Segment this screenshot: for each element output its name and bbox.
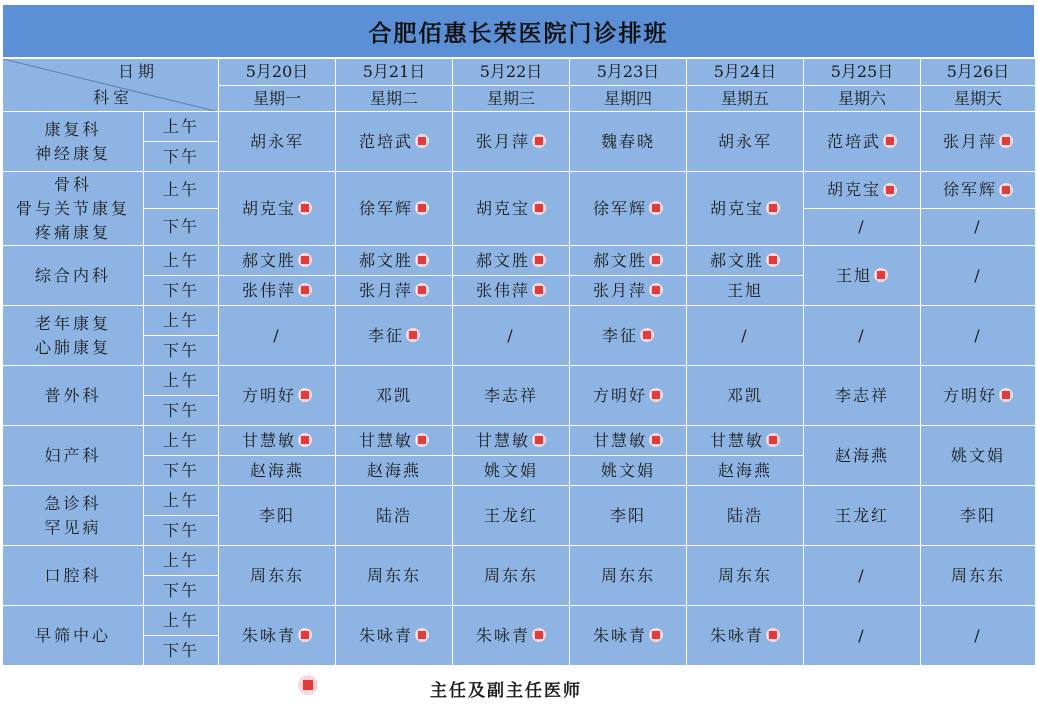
legend xyxy=(296,676,318,696)
senior-physician-badge-icon xyxy=(298,201,312,215)
schedule-cell xyxy=(921,486,1036,546)
senior-physician-badge-icon xyxy=(874,268,888,282)
senior-physician-badge-icon xyxy=(298,675,318,695)
doctor-name: / xyxy=(974,217,982,236)
schedule-body xyxy=(3,112,1036,666)
doctor-name: 张伟萍 xyxy=(475,280,530,300)
doctor-name: 范培武 xyxy=(826,131,881,151)
doctor-name: 李阳 xyxy=(258,505,295,525)
doctor-name: 李阳 xyxy=(609,505,646,525)
schedule-cell xyxy=(453,246,570,276)
doctor-name: 胡克宝 xyxy=(709,198,764,218)
senior-physician-badge-icon xyxy=(649,433,663,447)
doctor-name: 李志祥 xyxy=(483,385,538,405)
senior-physician-badge-icon xyxy=(649,283,663,297)
doctor-name: 胡克宝 xyxy=(241,198,296,218)
schedule-cell xyxy=(570,426,687,456)
department-name-line: 老年康复 xyxy=(34,313,111,333)
department-cell xyxy=(3,606,144,666)
table-row xyxy=(3,112,1036,142)
senior-physician-badge-icon xyxy=(766,628,780,642)
doctor-name: 周东东 xyxy=(717,565,772,585)
doctor-name: 朱咏青 xyxy=(592,625,647,645)
schedule-cell xyxy=(687,112,804,172)
department-name-line: 骨与关节康复 xyxy=(15,198,130,218)
weekday-cell: 星期一 xyxy=(219,86,336,112)
schedule-cell xyxy=(804,366,921,426)
schedule-cell xyxy=(687,546,804,606)
schedule-cell xyxy=(687,456,804,486)
schedule-cell xyxy=(804,172,921,209)
session-cell: 上午 xyxy=(144,246,219,276)
senior-physician-badge-icon xyxy=(883,134,897,148)
doctor-name: 王旭 xyxy=(835,265,872,285)
doctor-name: 李阳 xyxy=(959,505,996,525)
page-title: 合肥佰惠长荣医院门诊排班 xyxy=(2,4,1035,58)
schedule-cell xyxy=(570,172,687,246)
corner-header-cell xyxy=(3,59,219,112)
senior-physician-badge-icon xyxy=(298,283,312,297)
senior-physician-badge-icon xyxy=(640,328,654,342)
doctor-name: 张月萍 xyxy=(592,280,647,300)
senior-physician-badge-icon xyxy=(415,253,429,267)
schedule-cell xyxy=(336,306,453,366)
schedule-cell xyxy=(804,306,921,366)
schedule-cell xyxy=(453,426,570,456)
doctor-name: 李征 xyxy=(601,325,638,345)
senior-physician-badge-icon xyxy=(532,628,546,642)
table-row xyxy=(3,426,1036,456)
senior-physician-badge-icon xyxy=(415,134,429,148)
doctor-name: 胡克宝 xyxy=(826,180,881,199)
senior-physician-badge-icon xyxy=(532,134,546,148)
schedule-cell xyxy=(570,112,687,172)
doctor-name: 郝文胜 xyxy=(358,250,413,270)
schedule-cell xyxy=(453,486,570,546)
senior-physician-badge-icon xyxy=(999,388,1013,402)
doctor-name: 朱咏青 xyxy=(241,625,296,645)
schedule-cell xyxy=(804,546,921,606)
schedule-cell xyxy=(453,546,570,606)
doctor-name: 范培武 xyxy=(358,131,413,151)
schedule-table xyxy=(2,58,1036,666)
table-row xyxy=(3,546,1036,576)
doctor-name: / xyxy=(507,325,515,345)
department-name-line: 早筛中心 xyxy=(34,625,111,645)
doctor-name: 周东东 xyxy=(249,565,304,585)
doctor-name: 王龙红 xyxy=(483,505,538,525)
senior-physician-badge-icon xyxy=(766,253,780,267)
senior-physician-badge-icon xyxy=(999,183,1013,197)
doctor-name: / xyxy=(273,325,281,345)
schedule-cell xyxy=(687,366,804,426)
senior-physician-badge-icon xyxy=(649,253,663,267)
session-cell: 下午 xyxy=(144,209,219,246)
schedule-cell xyxy=(804,246,921,306)
session-cell: 上午 xyxy=(144,606,219,636)
doctor-name: 甘慧敏 xyxy=(709,430,764,450)
schedule-cell xyxy=(570,306,687,366)
date-cell: 5月23日 xyxy=(570,59,687,86)
schedule-cell xyxy=(453,606,570,666)
department-name-line: 罕见病 xyxy=(44,517,102,537)
date-cell: 5月21日 xyxy=(336,59,453,86)
schedule-cell xyxy=(219,112,336,172)
senior-physician-badge-icon xyxy=(649,201,663,215)
doctor-name: 邓凯 xyxy=(726,385,763,405)
date-cell: 5月26日 xyxy=(921,59,1036,86)
schedule-cell xyxy=(219,606,336,666)
schedule-cell xyxy=(219,546,336,606)
schedule-cell xyxy=(921,209,1036,246)
schedule-cell xyxy=(453,366,570,426)
schedule-sheet xyxy=(2,4,1035,666)
doctor-name: / xyxy=(974,625,982,645)
doctor-name: 周东东 xyxy=(366,565,421,585)
table-row xyxy=(3,366,1036,396)
session-cell: 上午 xyxy=(144,546,219,576)
doctor-name: 李志祥 xyxy=(834,385,889,405)
schedule-cell xyxy=(336,112,453,172)
doctor-name: / xyxy=(974,325,982,345)
schedule-cell xyxy=(687,426,804,456)
weekday-cell: 星期四 xyxy=(570,86,687,112)
schedule-cell xyxy=(453,456,570,486)
session-cell: 上午 xyxy=(144,306,219,336)
schedule-cell xyxy=(804,606,921,666)
schedule-cell xyxy=(921,426,1036,486)
doctor-name: 姚文娟 xyxy=(950,445,1005,465)
doctor-name: 周东东 xyxy=(600,565,655,585)
table-row xyxy=(3,306,1036,336)
date-cell: 5月20日 xyxy=(219,59,336,86)
senior-physician-badge-icon xyxy=(298,628,312,642)
doctor-name: 邓凯 xyxy=(375,385,412,405)
doctor-name: 姚文娟 xyxy=(483,460,538,480)
doctor-name: 朱咏青 xyxy=(709,625,764,645)
date-axis-label: 日期 xyxy=(117,62,158,81)
doctor-name: 方明好 xyxy=(241,385,296,405)
doctor-name: 朱咏青 xyxy=(475,625,530,645)
doctor-name: 王龙红 xyxy=(834,505,889,525)
doctor-name: / xyxy=(858,217,866,236)
department-name-line: 口腔科 xyxy=(44,565,102,585)
schedule-cell xyxy=(921,606,1036,666)
schedule-cell xyxy=(570,546,687,606)
schedule-cell xyxy=(336,246,453,276)
schedule-cell xyxy=(804,209,921,246)
session-cell: 上午 xyxy=(144,366,219,396)
senior-physician-badge-icon xyxy=(298,388,312,402)
schedule-cell xyxy=(804,112,921,172)
weekday-cell: 星期五 xyxy=(687,86,804,112)
dept-axis-label: 科室 xyxy=(93,88,134,107)
schedule-cell xyxy=(921,246,1036,306)
session-cell: 下午 xyxy=(144,336,219,366)
doctor-name: 赵海燕 xyxy=(366,460,421,480)
schedule-cell xyxy=(453,276,570,306)
doctor-name: 徐军辉 xyxy=(942,180,997,199)
doctor-name: / xyxy=(858,325,866,345)
weekday-cell: 星期三 xyxy=(453,86,570,112)
schedule-cell xyxy=(921,172,1036,209)
schedule-cell xyxy=(921,366,1036,426)
senior-physician-badge-icon xyxy=(415,201,429,215)
department-cell xyxy=(3,546,144,606)
schedule-cell xyxy=(687,606,804,666)
session-cell: 下午 xyxy=(144,276,219,306)
department-cell xyxy=(3,426,144,486)
schedule-cell xyxy=(336,456,453,486)
doctor-name: 陆浩 xyxy=(726,505,763,525)
schedule-cell xyxy=(336,426,453,456)
schedule-cell xyxy=(336,366,453,426)
senior-physician-badge-icon xyxy=(532,201,546,215)
doctor-name: / xyxy=(974,265,982,285)
department-name-line: 骨科 xyxy=(53,174,92,194)
senior-physician-badge-icon xyxy=(415,628,429,642)
session-cell: 上午 xyxy=(144,486,219,516)
session-cell: 上午 xyxy=(144,172,219,209)
doctor-name: 甘慧敏 xyxy=(358,430,413,450)
schedule-cell xyxy=(336,606,453,666)
schedule-cell xyxy=(570,276,687,306)
legend-text: 主任及副主任医师 xyxy=(430,681,582,701)
department-name-line: 疼痛康复 xyxy=(34,222,111,242)
doctor-name: 赵海燕 xyxy=(249,460,304,480)
schedule-cell xyxy=(219,172,336,246)
schedule-cell xyxy=(219,276,336,306)
doctor-name: 方明好 xyxy=(942,385,997,405)
department-cell xyxy=(3,112,144,172)
schedule-cell xyxy=(570,246,687,276)
weekday-cell: 星期天 xyxy=(921,86,1036,112)
senior-physician-badge-icon xyxy=(406,328,420,342)
senior-physician-badge-icon xyxy=(649,628,663,642)
schedule-cell xyxy=(453,172,570,246)
schedule-cell xyxy=(687,306,804,366)
department-name-line: 急诊科 xyxy=(44,493,102,513)
schedule-cell xyxy=(921,112,1036,172)
session-cell: 下午 xyxy=(144,516,219,546)
senior-physician-badge-icon xyxy=(532,283,546,297)
date-cell: 5月22日 xyxy=(453,59,570,86)
schedule-cell xyxy=(921,306,1036,366)
senior-physician-badge-icon xyxy=(649,388,663,402)
doctor-name: 周东东 xyxy=(483,565,538,585)
senior-physician-badge-icon xyxy=(415,433,429,447)
department-name-line: 神经康复 xyxy=(34,143,111,163)
doctor-name: 甘慧敏 xyxy=(475,430,530,450)
doctor-name: 郝文胜 xyxy=(592,250,647,270)
doctor-name: / xyxy=(741,325,749,345)
schedule-cell xyxy=(921,546,1036,606)
table-row xyxy=(3,486,1036,516)
doctor-name: 李征 xyxy=(367,325,404,345)
doctor-name: 张月萍 xyxy=(358,280,413,300)
schedule-cell xyxy=(687,172,804,246)
senior-physician-badge-icon xyxy=(883,183,897,197)
department-name-line: 综合内科 xyxy=(34,265,111,285)
weekday-cell: 星期二 xyxy=(336,86,453,112)
header-row-dates xyxy=(3,59,1036,86)
department-cell xyxy=(3,172,144,246)
date-cell: 5月24日 xyxy=(687,59,804,86)
doctor-name: / xyxy=(858,565,866,585)
table-row xyxy=(3,172,1036,209)
department-name-line: 妇产科 xyxy=(44,445,102,465)
schedule-cell xyxy=(804,426,921,486)
table-row xyxy=(3,606,1036,636)
doctor-name: 胡克宝 xyxy=(475,198,530,218)
doctor-name: 朱咏青 xyxy=(358,625,413,645)
schedule-cell xyxy=(336,172,453,246)
schedule-cell xyxy=(219,426,336,456)
senior-physician-badge-icon xyxy=(532,433,546,447)
doctor-name: 郝文胜 xyxy=(475,250,530,270)
schedule-cell xyxy=(570,366,687,426)
doctor-name: 郝文胜 xyxy=(709,250,764,270)
session-cell: 下午 xyxy=(144,576,219,606)
schedule-cell xyxy=(804,486,921,546)
session-cell: 下午 xyxy=(144,456,219,486)
senior-physician-badge-icon xyxy=(532,253,546,267)
schedule-cell xyxy=(453,306,570,366)
schedule-cell xyxy=(219,306,336,366)
doctor-name: / xyxy=(858,625,866,645)
doctor-name: 徐军辉 xyxy=(592,198,647,218)
schedule-cell xyxy=(219,366,336,426)
senior-physician-badge-icon xyxy=(999,134,1013,148)
doctor-name: 姚文娟 xyxy=(600,460,655,480)
session-cell: 上午 xyxy=(144,112,219,142)
doctor-name: 张月萍 xyxy=(475,131,530,151)
senior-physician-badge-icon xyxy=(766,433,780,447)
doctor-name: 赵海燕 xyxy=(834,445,889,465)
doctor-name: 陆浩 xyxy=(375,505,412,525)
doctor-name: 胡永军 xyxy=(717,131,772,151)
schedule-cell xyxy=(219,456,336,486)
schedule-cell xyxy=(336,486,453,546)
doctor-name: 张伟萍 xyxy=(241,280,296,300)
department-name-line: 康复科 xyxy=(44,119,102,139)
date-cell: 5月25日 xyxy=(804,59,921,86)
doctor-name: 魏春晓 xyxy=(600,131,655,151)
doctor-name: 徐军辉 xyxy=(358,198,413,218)
schedule-cell xyxy=(336,276,453,306)
session-cell: 下午 xyxy=(144,142,219,172)
doctor-name: 甘慧敏 xyxy=(241,430,296,450)
department-cell xyxy=(3,246,144,306)
doctor-name: 方明好 xyxy=(592,385,647,405)
doctor-name: 张月萍 xyxy=(942,131,997,151)
schedule-cell xyxy=(570,486,687,546)
weekday-cell: 星期六 xyxy=(804,86,921,112)
doctor-name: 胡永军 xyxy=(249,131,304,151)
department-cell xyxy=(3,306,144,366)
department-name-line: 普外科 xyxy=(44,385,102,405)
department-cell xyxy=(3,366,144,426)
senior-physician-badge-icon xyxy=(766,201,780,215)
session-cell: 上午 xyxy=(144,426,219,456)
schedule-cell xyxy=(687,276,804,306)
session-cell: 下午 xyxy=(144,636,219,666)
schedule-cell xyxy=(687,246,804,276)
doctor-name: 王旭 xyxy=(726,280,763,300)
doctor-name: 周东东 xyxy=(950,565,1005,585)
schedule-cell xyxy=(687,486,804,546)
schedule-cell xyxy=(336,546,453,606)
senior-physician-badge-icon xyxy=(415,283,429,297)
department-name-line: 心肺康复 xyxy=(34,337,111,357)
schedule-cell xyxy=(570,606,687,666)
senior-physician-badge-icon xyxy=(298,253,312,267)
schedule-cell xyxy=(219,246,336,276)
senior-physician-badge-icon xyxy=(298,433,312,447)
department-cell xyxy=(3,486,144,546)
schedule-cell xyxy=(453,112,570,172)
session-cell: 下午 xyxy=(144,396,219,426)
schedule-cell xyxy=(570,456,687,486)
doctor-name: 甘慧敏 xyxy=(592,430,647,450)
schedule-cell xyxy=(219,486,336,546)
doctor-name: 郝文胜 xyxy=(241,250,296,270)
doctor-name: 赵海燕 xyxy=(717,460,772,480)
table-row xyxy=(3,246,1036,276)
